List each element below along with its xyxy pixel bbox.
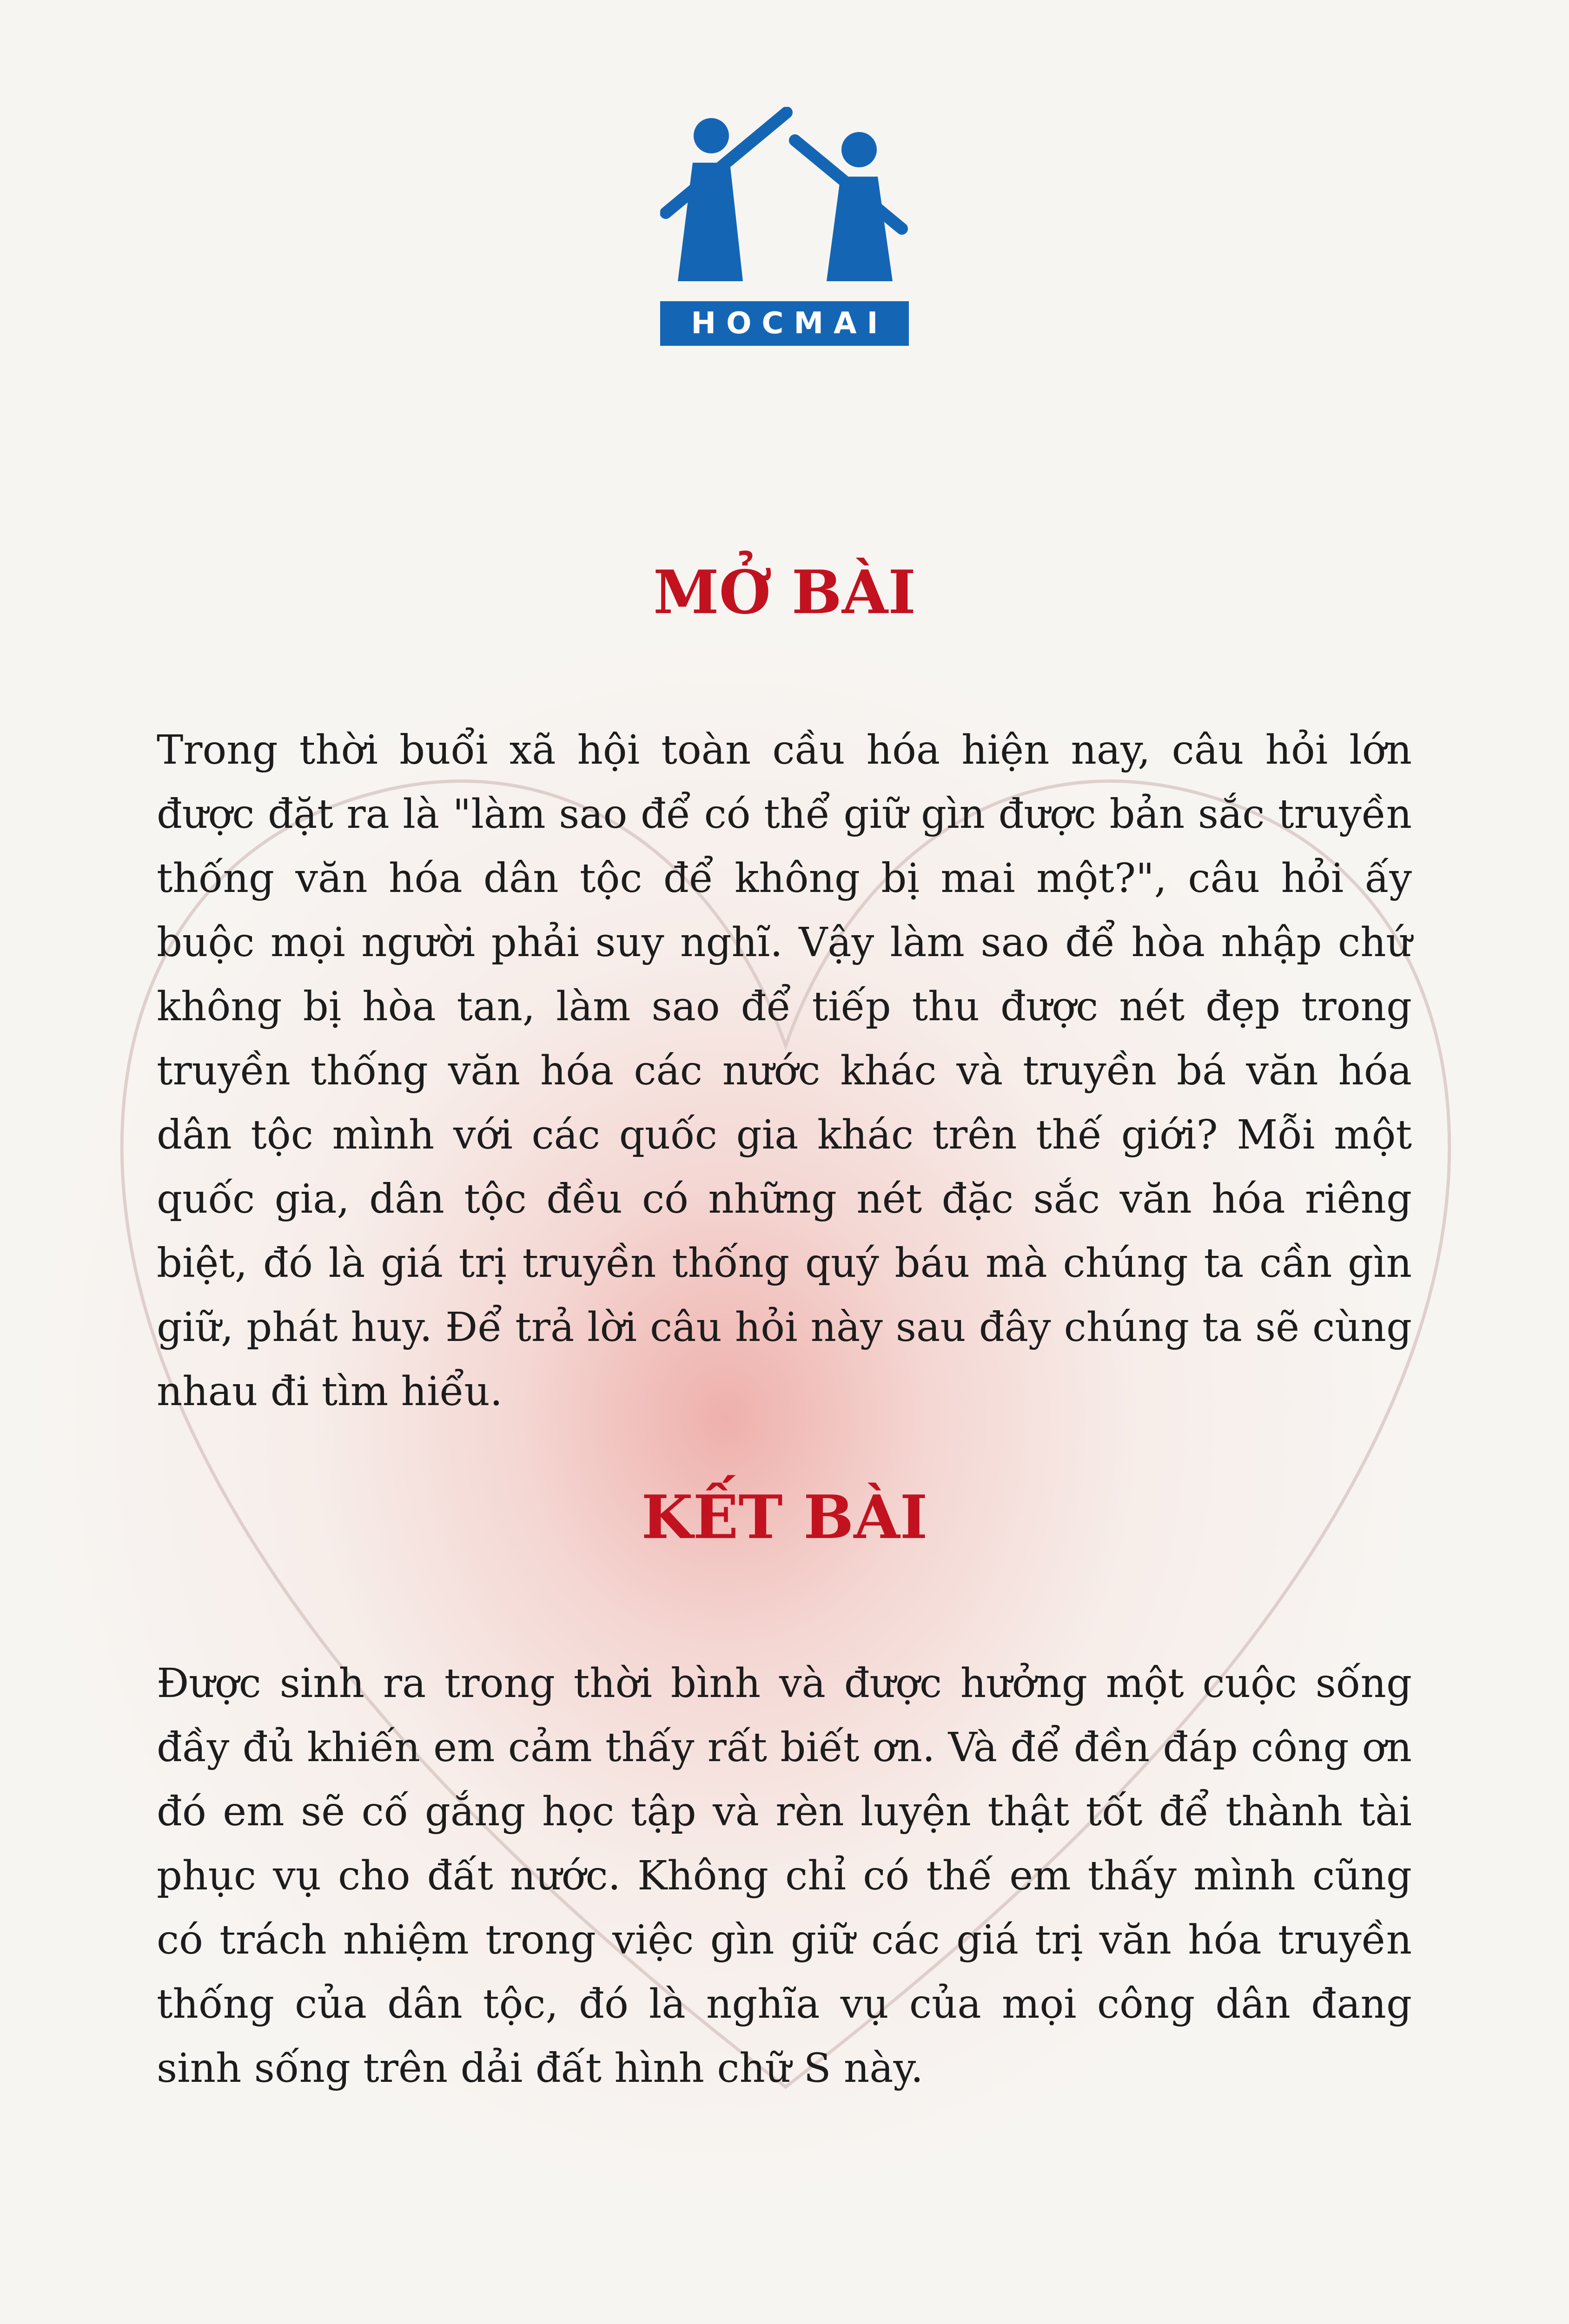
section-title-intro: MỞ BÀI <box>653 558 916 627</box>
section-body-conclusion: Được sinh ra trong thời bình và được hưởng một cuộc sống đầy đủ khiến em cảm thấy rất biết ơn. Và để đền đáp công ơn đó em sẽ cố gắng học tập và rèn luyện thật tốt để thành tài phục vụ cho đất nước. Không chỉ có thế em thấy mình cũng có trách nhiệm trong việc gìn giữ các giá trị văn hóa truyền thống của dân tộc, đó là nghĩa vụ của mọi công dân đang sinh sống trên dải đất hình chữ S này. <box>157 1660 1412 2092</box>
section-title-conclusion: KẾT BÀI <box>641 1483 928 1552</box>
section-body-intro: Trong thời buổi xã hội toàn cầu hóa hiện nay, câu hỏi lớn được đặt ra là "làm sao để có thể giữ gìn được bản sắc truyền thống văn hóa dân tộc để không bị mai một?", câu hỏi ấy buộc mọi người phải suy nghĩ. Vậy làm sao để hòa nhập chứ không bị hòa tan, làm sao để tiếp thu được nét đẹp trong truyền thống văn hóa các nước khác và truyền bá văn hóa dân tộc mình với các quốc gia khác trên thế giới? Mỗi một quốc gia, dân tộc đều có những nét đặc sắc văn hóa riêng biệt, đó là giá trị truyền thống quý báu mà chúng ta cần gìn giữ, phát huy. Để trả lời câu hỏi này sau đây chúng ta sẽ cùng nhau đi tìm hiểu. <box>157 727 1412 1415</box>
logo-wordmark: HOCMAI <box>660 301 909 346</box>
